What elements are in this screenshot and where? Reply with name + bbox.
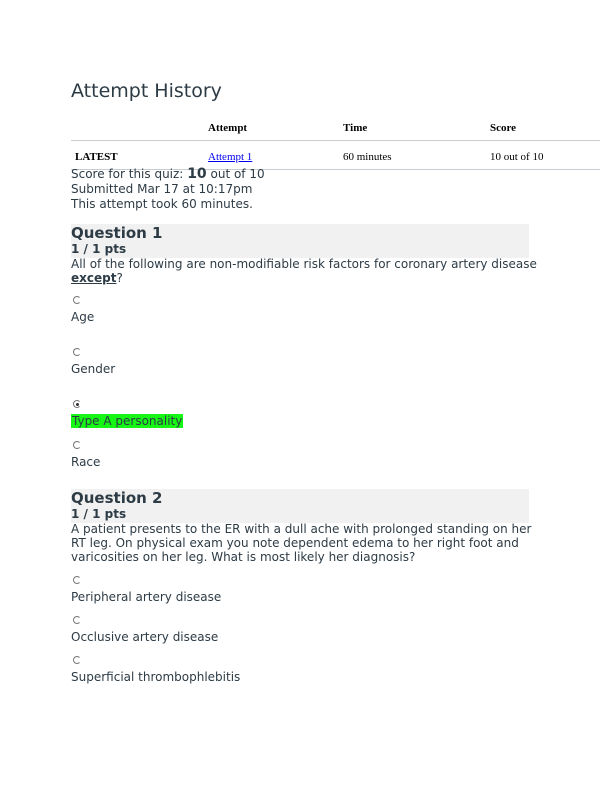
answer-radio-age[interactable] <box>73 296 81 304</box>
time-column-header: Time <box>343 122 368 134</box>
attempt-score: 10 out of 10 <box>490 151 544 163</box>
question-2-text: A patient presents to the ER with a dull ache with prolonged standing on her RT leg. On physical exam you note dependent edema to her right foot and varicosities on her leg. What is most likely her diagnosis? <box>71 522 532 564</box>
table-header-row <box>71 112 600 141</box>
answer-radio-superficial-thrombophlebitis[interactable] <box>73 656 81 664</box>
question-2-points: 1 / 1 pts <box>71 507 127 521</box>
attempt-time: 60 minutes <box>343 151 392 163</box>
latest-label: LATEST <box>75 151 118 163</box>
answer-radio-gender[interactable] <box>73 348 81 356</box>
attempt-column-header: Attempt <box>208 122 248 134</box>
submitted-text: Submitted Mar 17 at 10:17pm <box>71 182 253 196</box>
table-row <box>71 141 600 170</box>
score-column-header: Score <box>490 122 517 134</box>
score-suffix: out of 10 <box>210 167 265 181</box>
score-value: 10 <box>187 166 207 182</box>
attempt-link[interactable]: Attempt 1 <box>208 151 253 163</box>
answer-label-age: Age <box>71 310 95 324</box>
question-1-text <box>71 257 541 285</box>
question-1-text-emphasis: except <box>71 271 117 285</box>
answer-label-peripheral-artery-disease: Peripheral artery disease <box>71 590 222 604</box>
answer-label-superficial-thrombophlebitis: Superficial thrombophlebitis <box>71 670 241 684</box>
answer-radio-type-a-personality[interactable] <box>73 400 81 408</box>
attempt-history-table <box>71 112 600 170</box>
answer-radio-peripheral-artery-disease[interactable] <box>73 576 81 584</box>
question-1-title: Question 1 <box>71 224 163 242</box>
answer-radio-occlusive-artery-disease[interactable] <box>73 616 81 624</box>
duration-text: This attempt took 60 minutes. <box>71 197 253 211</box>
answer-label-gender: Gender <box>71 362 116 376</box>
page-title: Attempt History <box>71 80 222 102</box>
answer-label-occlusive-artery-disease: Occlusive artery disease <box>71 630 219 644</box>
question-1-header <box>71 224 529 258</box>
score-prefix: Score for this quiz: <box>71 167 184 181</box>
answer-label-type-a-personality: Type A personality <box>72 414 183 428</box>
question-1-text-start: All of the following are non-modifiable risk factors for coronary artery disease <box>71 257 537 271</box>
question-1-points: 1 / 1 pts <box>71 242 127 256</box>
question-2-header <box>71 489 529 523</box>
question-2-title: Question 2 <box>71 489 163 507</box>
attempt-summary <box>71 167 265 212</box>
answer-radio-race[interactable] <box>73 441 81 449</box>
quiz-score-line <box>71 167 265 182</box>
question-1-text-end: ? <box>116 271 123 285</box>
answer-label-race: Race <box>71 455 101 469</box>
